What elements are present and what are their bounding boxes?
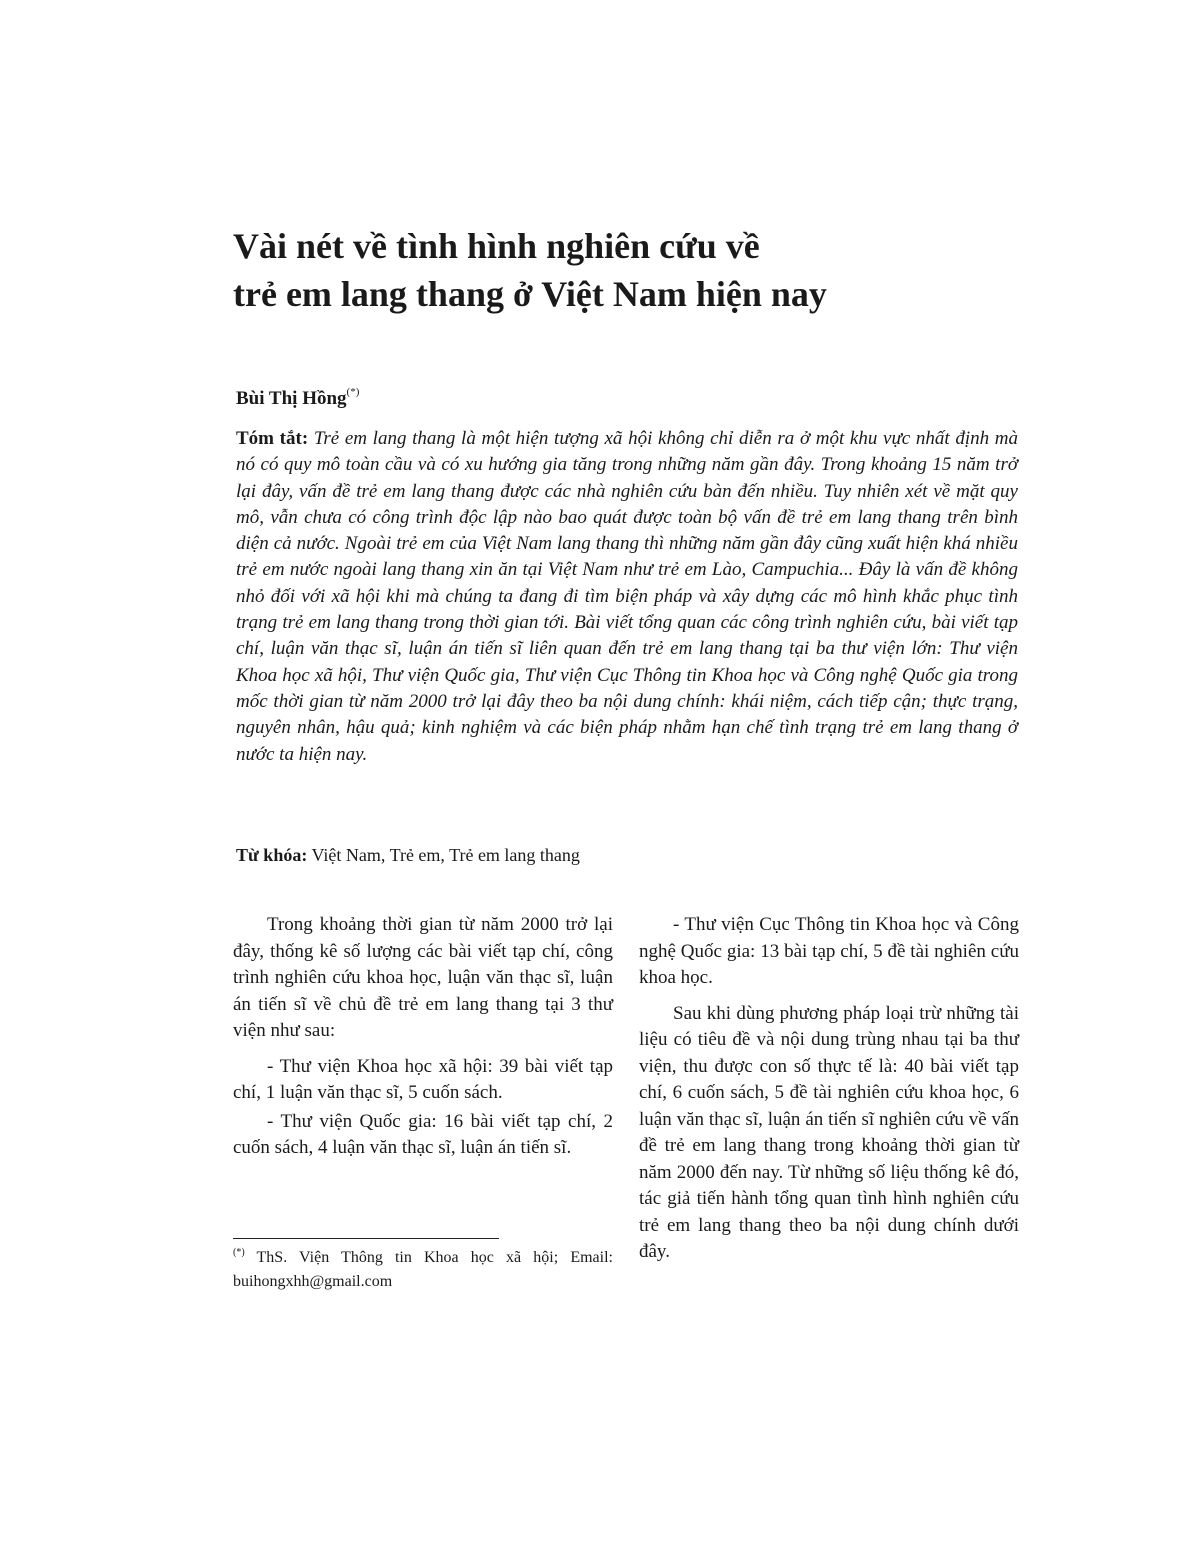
body-paragraph: Trong khoảng thời gian từ năm 2000 trở lại đây, thống kê số lượng các bài viết tạp chí, công trình nghiên cứu khoa học, luận văn thạc sĩ, luận án tiến sĩ về chủ đề trẻ em lang thang tại 3 thư viện như sau: [233,914,613,1041]
body-paragraph: - Thư viện Cục Thông tin Khoa học và Công nghệ Quốc gia: 13 bài tạp chí, 5 đề tài nghiên cứu khoa học. [639,914,1019,988]
body-column-right [639,912,1019,1275]
title-line-1: Vài nét về tình hình nghiên cứu về [233,226,760,266]
keywords-label: Từ khóa: [236,845,308,865]
abstract-text: Trẻ em lang thang là một hiện tượng xã hội không chỉ diễn ra ở một khu vực nhất định mà nó có quy mô toàn cầu và có xu hướng gia tăng trong những năm gần đây. Trong khoảng 15 năm trở lại đây, vấn đề trẻ em lang thang được các nhà nghiên cứu bàn đến nhiều. Tuy nhiên xét về mặt quy mô, vẫn chưa có công trình độc lập nào bao quát được toàn bộ vấn đề trẻ em lang thang trên bình diện cả nước. Ngoài trẻ em của Việt Nam lang thang thì những năm gần đây cũng xuất hiện khá nhiều trẻ em nước ngoài lang thang xin ăn tại Việt Nam như trẻ em Lào, Campuchia... Đây là vấn đề không nhỏ đối với xã hội khi mà chúng ta đang đi tìm biện pháp và xây dựng các mô hình khắc phục tình trạng trẻ em lang thang trong thời gian tới. Bài viết tổng quan các công trình nghiên cứu, bài viết tạp chí, luận văn thạc sĩ, luận án tiến sĩ liên quan đến trẻ em lang thang tại ba thư viện lớn: Thư viện Khoa học xã hội, Thư viện Quốc gia, Thư viện Cục Thông tin Khoa học và Công nghệ Quốc gia trong mốc thời gian từ năm 2000 trở lại đây theo ba nội dung chính: khái niệm, cách tiếp cận; thực trạng, nguyên nhân, hậu quả; kinh nghiệm và các biện pháp nhằm hạn chế tình trạng trẻ em lang thang ở nước ta hiện nay. [236,428,1019,765]
keywords [236,842,580,868]
author-footnote-mark: (*) [346,386,360,398]
body-paragraph: Sau khi dùng phương pháp loại trừ những tài liệu có tiêu đề và nội dung trùng nhau tại ba thư viện, thu được con số thực tế là: 40 bài viết tạp chí, 6 cuốn sách, 5 đề tài nghiên cứu khoa học, 6 luận văn thạc sĩ, luận án tiến sĩ nghiên cứu về vấn đề trẻ em lang thang trong khoảng thời gian từ năm 2000 đến nay. Từ những số liệu thống kê đó, tác giả tiến hành tổng quan tình hình nghiên cứu trẻ em lang thang theo ba nội dung chính dưới đây. [639,1002,1019,1262]
keywords-text: Việt Nam, Trẻ em, Trẻ em lang thang [311,845,580,865]
body-paragraph: - Thư viện Khoa học xã hội: 39 bài viết tạp chí, 1 luận văn thạc sĩ, 5 cuốn sách. [233,1055,613,1103]
footnote-mark: (*) [233,1247,245,1258]
footnote-text: ThS. Viện Thông tin Khoa học xã hội; Email: buihongxhh@gmail.com [233,1249,613,1290]
author-name: Bùi Thị Hồng [236,388,347,409]
body-paragraph: - Thư viện Quốc gia: 16 bài viết tạp chí, 2 cuốn sách, 4 luận văn thạc sĩ, luận án tiến sĩ. [233,1110,613,1158]
abstract [236,426,1018,768]
footnote [233,1246,613,1294]
author-line [236,385,359,413]
title-line-2: trẻ em lang thang ở Việt Nam hiện nay [233,274,827,314]
body-column-left [233,912,613,1171]
paper-title [233,222,1053,318]
footnote-divider [233,1238,499,1239]
abstract-label: Tóm tắt: [236,428,309,449]
